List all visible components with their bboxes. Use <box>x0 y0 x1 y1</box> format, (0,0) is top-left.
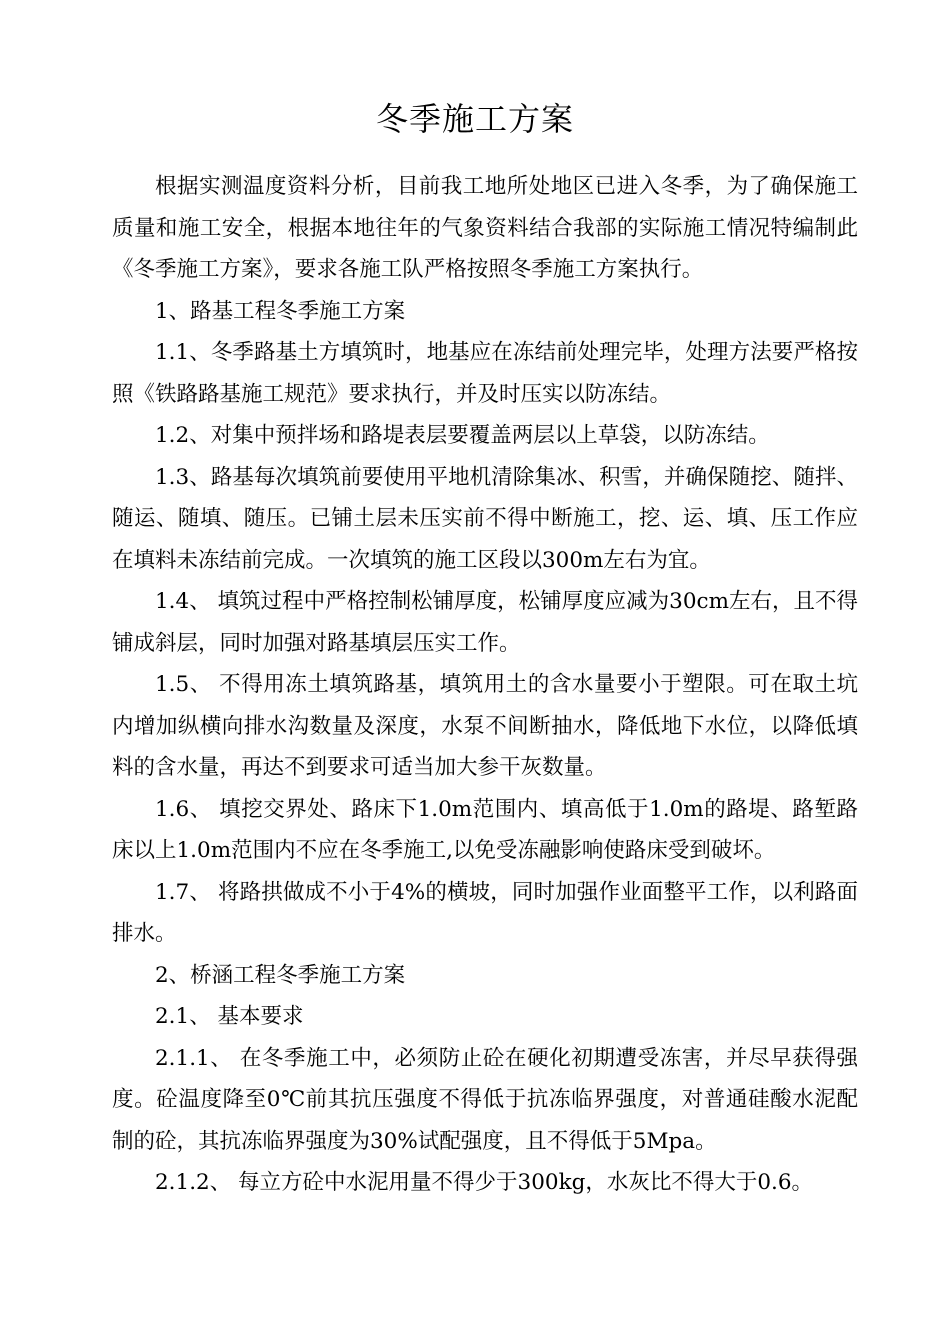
paragraph-1-2: 1.2、对集中预拌场和路堤表层要覆盖两层以上草袋，以防冻结。 <box>155 423 770 448</box>
paragraph-2-1-1: 2.1.1、 在冬季施工中，必须防止砼在硬化初期遭受冻害，并尽早获得强度。砼温度降至0℃前其抗压强度不得低于抗冻临界强度，对普通硅酸水泥配制的砼，其抗冻临界强度为30%试配强度，且不得低于5Mpa。 <box>112 1045 858 1154</box>
paragraph-1-1: 1.1、冬季路基土方填筑时，地基应在冻结前处理完毕，处理方法要严格按照《铁路路基施工规范》要求执行，并及时压实以防冻结。 <box>112 340 858 407</box>
paragraph-1-5: 1.5、 不得用冻土填筑路基，填筑用土的含水量要小于塑限。可在取土坑内增加纵横向排水沟数量及深度，水泵不间断抽水，降低地下水位，以降低填料的含水量，再达不到要求可适当加大参干灰数量。 <box>112 672 858 780</box>
heading-section-1: 1、路基工程冬季施工方案 <box>155 298 406 324</box>
paragraph-2-1-2: 2.1.2、 每立方砼中水泥用量不得少于300kg，水灰比不得大于0.6。 <box>155 1170 814 1195</box>
paragraph-1-7: 1.7、 将路拱做成不小于4%的横坡，同时加强作业面整平工作，以利路面排水。 <box>112 879 858 946</box>
heading-section-2-1: 2.1、 基本要求 <box>155 1004 304 1029</box>
document-title: 冬季施工方案 <box>375 100 574 138</box>
paragraph-intro: 根据实测温度资料分析，目前我工地所处地区已进入冬季，为了确保施工质量和施工安全，根据本地往年的气象资料结合我部的实际施工情况特编制此《冬季施工方案》，要求各施工队严格按照冬季施工方案执行。 <box>112 174 858 282</box>
document-body <box>112 166 858 1204</box>
paragraph-1-4: 1.4、 填筑过程中严格控制松铺厚度，松铺厚度应减为30cm左右，且不得铺成斜层，同时加强对路基填层压实工作。 <box>112 589 858 656</box>
paragraph-1-6: 1.6、 填挖交界处、路床下1.0m范围内、填高低于1.0m的路堤、路堑路床以上1.0m范围内不应在冬季施工,以免受冻融影响使路床受到破坏。 <box>112 796 858 863</box>
paragraph-1-3: 1.3、路基每次填筑前要使用平地机清除集冰、积雪，并确保随挖、随拌、随运、随填、随压。已铺土层未压实前不得中断施工，挖、运、填、压工作应在填料未冻结前完成。一次填筑的施工区段以300m左右为宜。 <box>112 464 858 573</box>
heading-section-2: 2、桥涵工程冬季施工方案 <box>155 962 406 988</box>
